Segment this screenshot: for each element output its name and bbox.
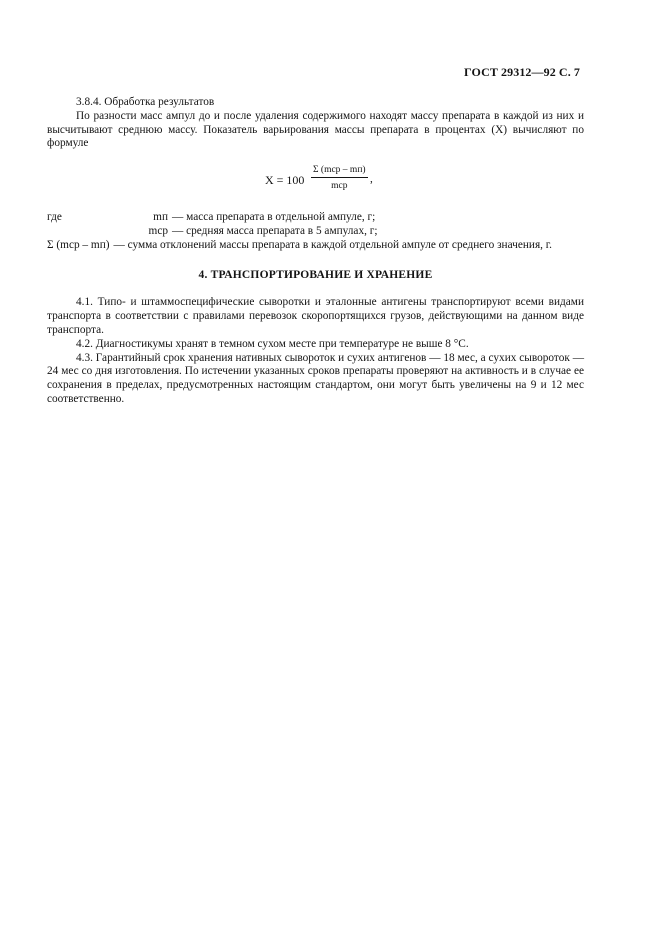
where-spacer <box>47 225 97 239</box>
definition-row <box>47 225 584 239</box>
formula <box>47 159 584 203</box>
definition-row <box>47 211 584 225</box>
formula-fraction <box>311 164 368 192</box>
formula-trailing: , <box>370 173 373 186</box>
definition-text: — средняя масса препарата в 5 ампулах, г; <box>172 224 378 237</box>
definition-symbol: mп <box>153 211 168 224</box>
where-label: где <box>47 211 62 224</box>
page-header: ГОСТ 29312—92 С. 7 <box>464 65 580 79</box>
formula-numerator: Σ (mср – mп) <box>311 164 368 178</box>
definition-row <box>47 239 584 253</box>
section-heading-4: 4. ТРАНСПОРТИРОВАНИЕ И ХРАНЕНИЕ <box>198 268 433 281</box>
section-title-3-8-4: 3.8.4. Обработка результатов <box>76 96 215 108</box>
formula-denominator: mср <box>331 181 348 192</box>
paragraph-4-3: 4.3. Гарантийный срок хранения нативных сывороток и сухих антигенов — 18 мес, а сухих сывороток — 24 мес со дня изготовления. По истечении указанных сроков препараты проверяют на активность и в случае ее сохранения в пределах, предусмотренных настоящим стандартом, они могут быть увеличены на 9 и 12 мес соответственно. <box>47 351 584 405</box>
section-paragraph-3-8-4: По разности масс ампул до и после удаления содержимого находят массу препарата в каждой из них и высчитывают среднюю массу. Показатель варьирования массы препарата в процентах (X) вычисляют по формуле <box>47 109 584 150</box>
definition-text: — сумма отклонений массы препарата в каждой отдельной ампуле от среднего значения, г. <box>113 238 552 251</box>
paragraph-4-2: 4.2. Диагностикумы хранят в темном сухом месте при температуре не выше 8 °С. <box>76 337 469 350</box>
page-content <box>47 96 584 407</box>
definition-symbol: mср <box>148 224 168 237</box>
definition-symbol: Σ (mср – mп) <box>47 238 110 251</box>
formula-lhs: X = 100 <box>265 173 305 188</box>
paragraph-4-1: 4.1. Типо- и штаммоспецифические сыворотки и эталонные антигены транспортируют всеми видами транспорта в соответствии с правилами перевозок скоропортящихся грузов, действующими на данном виде транспорта. <box>47 296 584 336</box>
definitions <box>47 211 584 252</box>
definition-text: — масса препарата в отдельной ампуле, г; <box>172 211 376 224</box>
